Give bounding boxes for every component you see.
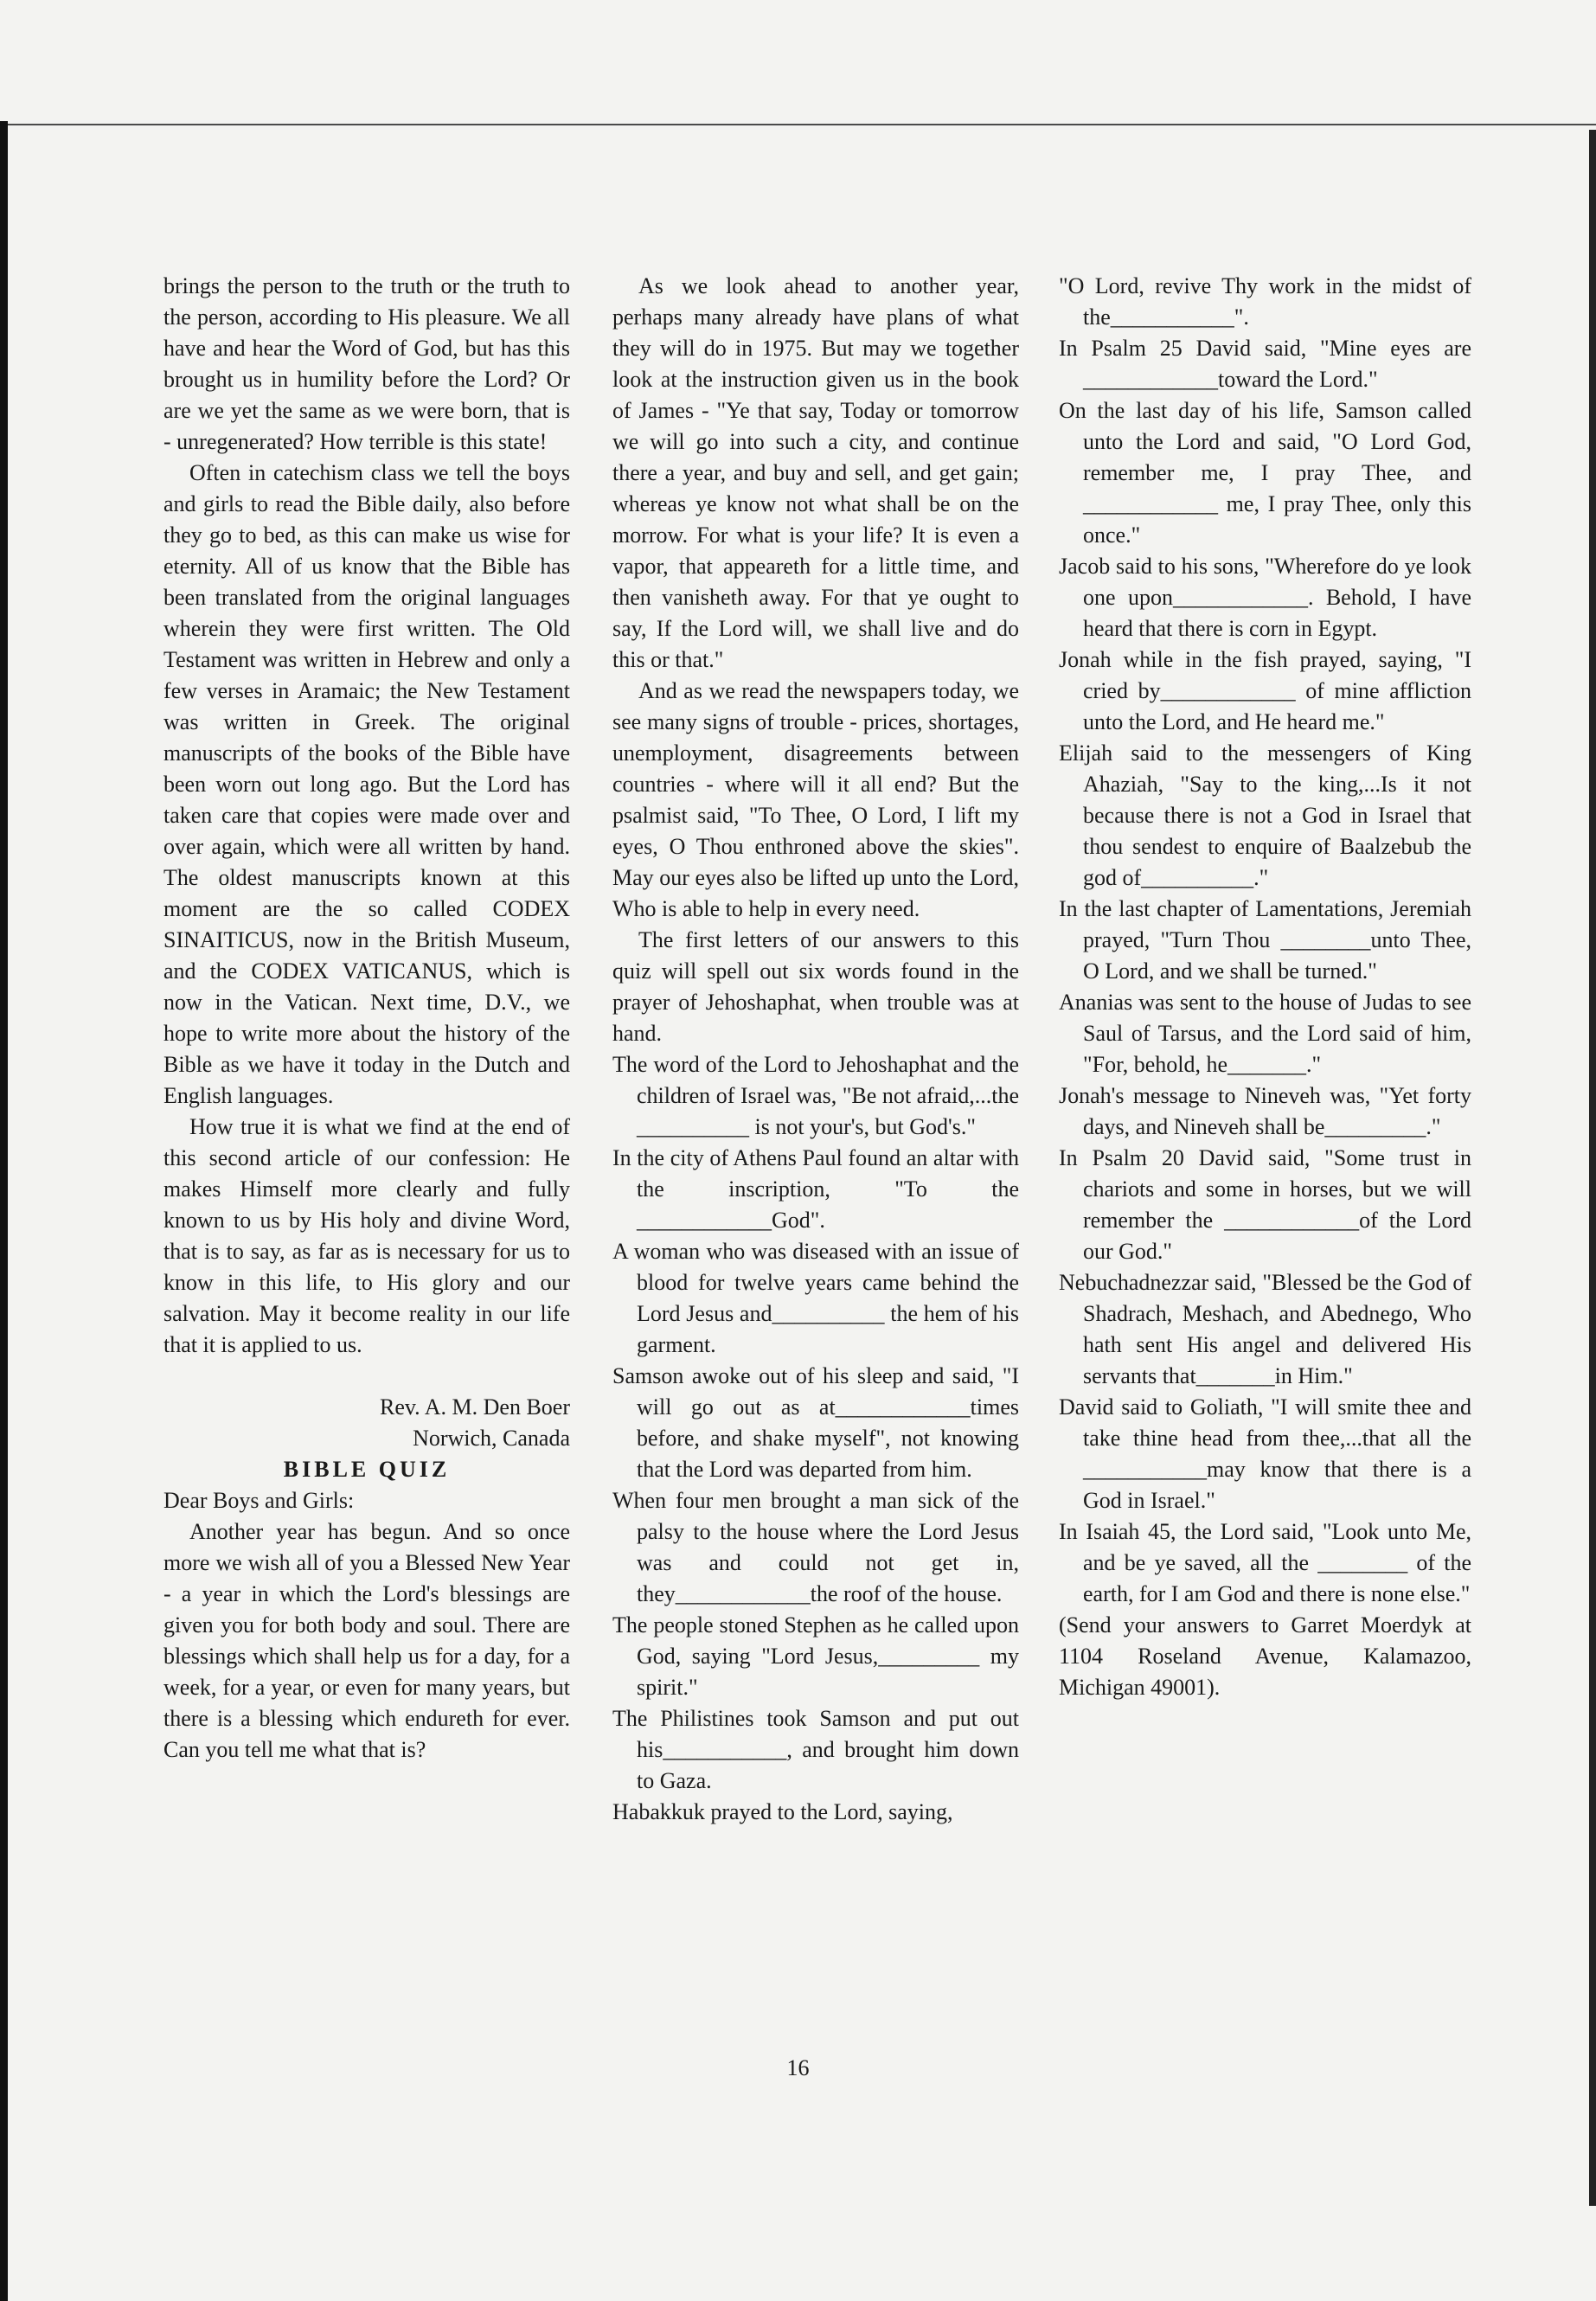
quiz-question: Jonah while in the fish prayed, saying, "I cried by____________ of mine affliction unto the Lord, and He heard me." (1059, 647, 1471, 734)
author-place: Norwich, Canada (413, 1426, 570, 1451)
quiz-question: When four men brought a man sick of the palsy to the house where the Lord Jesus was and could not get in, they____________the roof of the house. (612, 1488, 1019, 1606)
column-1 (163, 271, 570, 1766)
quiz-question: Samson awoke out of his sleep and said, "I will go out as at____________times before, and shake myself", not knowing that the Lord was departed from him. (612, 1363, 1019, 1482)
scan-left-edge (0, 121, 8, 2301)
page-top-rule (0, 124, 1596, 125)
author-name: Rev. A. M. Den Boer (379, 1394, 570, 1420)
quiz-question: The people stoned Stephen as he called upon God, saying "Lord Jesus,_________ my spirit." (612, 1612, 1019, 1700)
page-number: 16 (786, 2055, 810, 2080)
quiz-intro: Another year has begun. And so once more we wish all of you a Blessed New Year - a year in which the Lord's blessings are given you for both body and soul. There are blessings which shall help us for a day, for a week, for a year, or even for many years, but there is a blessing which endureth for ever. Can you tell me what that is? (163, 1519, 570, 1762)
quiz-greeting: Dear Boys and Girls: (163, 1488, 355, 1513)
article-paragraph: How true it is what we find at the end of this second article of our confession: He makes Himself more clearly and fully known to us by His holy and divine Word, that is to say, as far as is necessary for us to know in this life, to His glory and our salvation. May it become reality in our life that it is applied to us. (163, 1114, 570, 1357)
article-paragraph: brings the person to the truth or the truth to the person, according to His pleasure. We all have and hear the Word of God, but has this brought us in humility before the Lord? Or are we yet the same as we were born, that is - unregenerated? How terrible is this state! (163, 273, 570, 454)
quiz-question: A woman who was diseased with an issue of blood for twelve years came behind the Lord Jesus and__________ the hem of his garment. (612, 1239, 1019, 1357)
quiz-question: Jonah's message to Nineveh was, "Yet forty days, and Nineveh shall be_________." (1059, 1083, 1471, 1139)
quiz-question: The Philistines took Samson and put out his___________, and brought him down to Gaza. (612, 1706, 1019, 1793)
article-paragraph: As we look ahead to another year, perhaps many already have plans of what they will do in 1975. But may we together look at the instruction given us in the book of James - "Ye that say, Today or tomorrow we will go into such a city, and continue there a year, and buy and sell, and get gain; whereas ye know not what shall be on the morrow. For what is your life? It is even a vapor, that appeareth for a little time, and then vanisheth away. For that ye ought to say, If the Lord will, we shall live and do this or that." (612, 273, 1019, 672)
article-paragraph: Often in catechism class we tell the boys and girls to read the Bible daily, also before they go to bed, as this can make us wise for eternity. All of us know that the Bible has been translated from the original languages wherein they were first written. The Old Testament was written in Hebrew and only a few verses in Aramaic; the New Testament was written in Greek. The original manuscripts of the books of the Bible have been worn out long ago. But the Lord has taken care that copies were made over and over again, which were all written by hand. The oldest manuscripts known at this moment are the so called CODEX SINAITICUS, now in the British Museum, and the CODEX VATICANUS, which is now in the Vatican. Next time, D.V., we hope to write more about the history of the Bible as we have it today in the Dutch and English languages. (163, 460, 570, 1108)
author-signature (163, 1392, 570, 1454)
scan-right-edge (1589, 130, 1596, 2206)
quiz-question: Ananias was sent to the house of Judas to see Saul of Tarsus, and the Lord said of him, "For, behold, he_______." (1059, 990, 1471, 1077)
quiz-question: In Psalm 20 David said, "Some trust in chariots and some in horses, but we will remember the ____________of the Lord our God." (1059, 1145, 1471, 1264)
article-paragraph: And as we read the newspapers today, we see many signs of trouble - prices, shortages, unemployment, disagreements between countries - where will it all end? But the psalmist said, "To Thee, O Lord, I lift my eyes, O Thou enthroned above the skies". May our eyes also be lifted up unto the Lord, Who is able to help in every need. (612, 678, 1019, 921)
quiz-question: In Psalm 25 David said, "Mine eyes are ____________toward the Lord." (1059, 336, 1471, 392)
quiz-question: David said to Goliath, "I will smite thee and take thine head from thee,...that all the ___________may know that there is a God in Israel." (1059, 1394, 1471, 1513)
quiz-question: Elijah said to the messengers of King Ahaziah, "Say to the king,...Is it not because there is not a God in Israel that thou sendest to enquire of Baalzebub the god of__________." (1059, 740, 1471, 890)
quiz-question: "O Lord, revive Thy work in the midst of the___________". (1059, 273, 1471, 330)
article-paragraph: The first letters of our answers to this quiz will spell out six words found in the prayer of Jehoshaphat, when trouble was at hand. (612, 927, 1019, 1046)
quiz-heading: BIBLE QUIZ (283, 1457, 451, 1482)
column-3 (1059, 271, 1471, 1703)
quiz-question: In Isaiah 45, the Lord said, "Look unto Me, and be ye saved, all the ________ of the earth, for I am God and there is none else." (1059, 1519, 1471, 1606)
quiz-question: Nebuchadnezzar said, "Blessed be the God of Shadrach, Meshach, and Abednego, Who hath sent His angel and delivered His servants that_______in Him." (1059, 1270, 1471, 1388)
quiz-question: On the last day of his life, Samson called unto the Lord and said, "O Lord God, remember me, I pray Thee, and ____________ me, I pray Thee, only this once." (1059, 398, 1471, 548)
quiz-question: Habakkuk prayed to the Lord, saying, (612, 1799, 953, 1824)
column-2 (612, 271, 1019, 1828)
submission-note: (Send your answers to Garret Moerdyk at 1104 Roseland Avenue, Kalamazoo, Michigan 49001). (1059, 1612, 1471, 1700)
quiz-question: In the city of Athens Paul found an altar with the inscription, "To the ____________God". (612, 1145, 1019, 1233)
quiz-question: In the last chapter of Lamentations, Jeremiah prayed, "Turn Thou ________unto Thee, O Lord, and we shall be turned." (1059, 896, 1471, 984)
quiz-question: Jacob said to his sons, "Wherefore do ye look one upon____________. Behold, I have heard that there is corn in Egypt. (1059, 554, 1471, 641)
quiz-question: The word of the Lord to Jehoshaphat and the children of Israel was, "Be not afraid,...the __________ is not your's, but God's." (612, 1052, 1019, 1139)
